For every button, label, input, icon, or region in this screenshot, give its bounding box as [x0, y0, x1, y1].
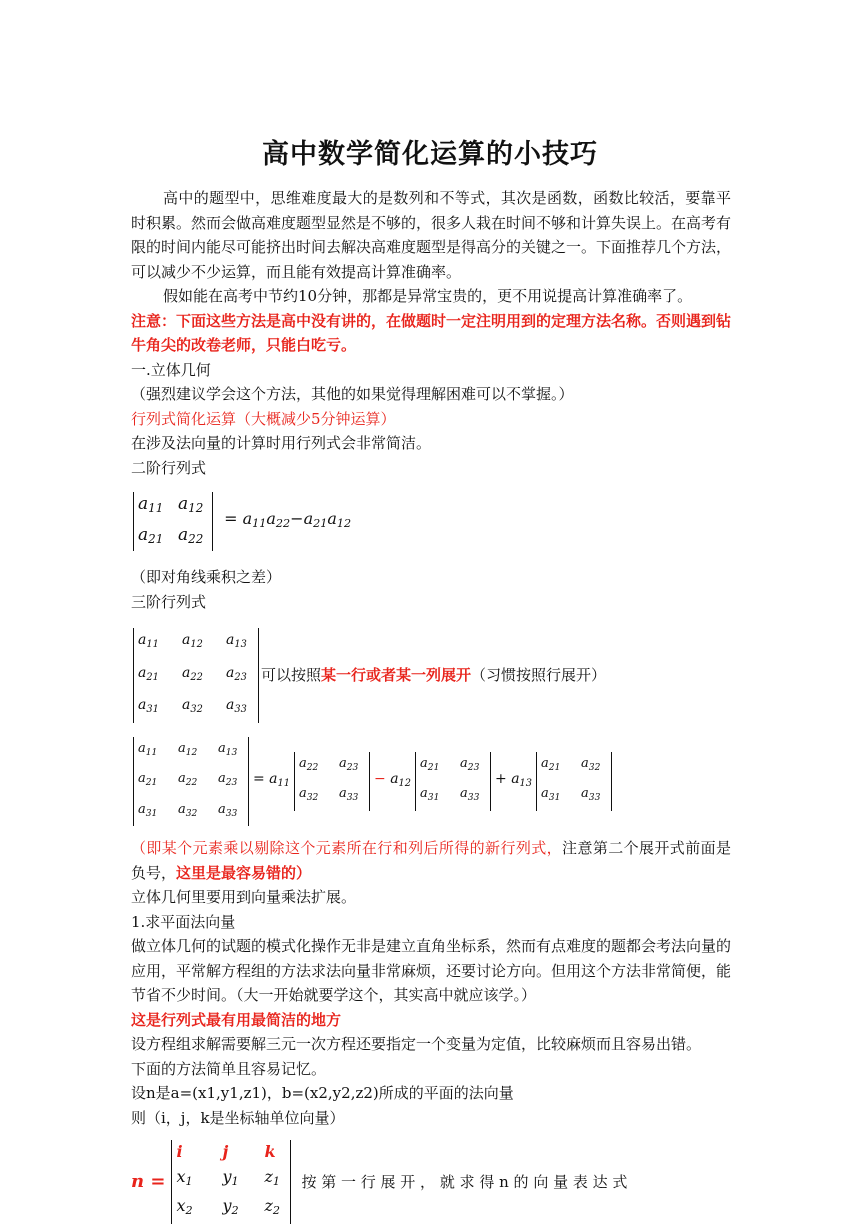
order3-heading: 三阶行列式: [131, 592, 207, 611]
eq-system-note: 设方程组求解需要解三元一次方程还要指定一个变量为定值，比较麻烦而且容易出错。: [131, 1035, 702, 1053]
key-point: 这是行列式最有用最简洁的地方: [131, 1010, 342, 1029]
warning-text: 注意：下面这些方法是高中没有讲的，在做题时一定注明用到的定理方法名称。否则遇到钻牛角尖的改卷老师，只能白吃亏。: [131, 311, 732, 354]
section-heading: 一.立体几何: [131, 360, 211, 379]
document-body: [131, 186, 731, 1224]
normal-vector-formula: [131, 1140, 731, 1224]
expand-note: [261, 663, 606, 688]
section-note: （强烈建议学会这个方法，其他的如果觉得理解困难可以不掌握。）: [131, 385, 574, 403]
expand-term3: + $a_{13}$: [495, 770, 533, 789]
subsection-text: 做立体几何的试题的模式化操作无非是建立直角坐标系，然而有点难度的题都会考法向量的应用，平常解方程组的方法求法向量非常麻烦，还要讨论方向。但用这个方法非常简便，能节省不少时间。（大一开始就要学这个，其实高中就应该学。）: [131, 937, 732, 1004]
minor-note-b: 注意第二个展开式前面是负号，: [131, 839, 731, 882]
minor-note-a: （即某个元素乘以剔除这个元素所在行和列后所得的新行列式，: [131, 839, 563, 857]
units-text: 则（i，j，k是坐标轴单位向量）: [131, 1108, 345, 1127]
setup-text: 设n是a=(x1,y1,z1)，b=(x2,y2,z2)所成的平面的法向量: [131, 1084, 514, 1102]
det-3x3-expand: $a_{11}$ $a_{12}$ $a_{13}$ $a_{21}$ $a_{22}$ $a_{23}$ $a_{31}$ $a_{32}$ $a_{33}$: [133, 737, 249, 827]
paragraph-time: 假如能在高考中节约10分钟，那都是异常宝贵的，更不用说提高计算准确率了。: [163, 287, 693, 305]
minor-13: $a_{21}$ $a_{32}$ $a_{31}$ $a_{33}$: [536, 752, 612, 811]
easy-note: 下面的方法简单且容易记忆。: [131, 1059, 327, 1078]
expand-term2: − $a_{12}$: [374, 770, 412, 789]
order2-heading: 二阶行列式: [131, 458, 207, 477]
expand-term1: = $a_{11}$: [253, 770, 290, 789]
paragraph-intro: 高中的题型中，思维难度最大的是数列和不等式，其次是函数，函数比较活，要靠平时积累。然而会做高难度题型显然是不够的，很多人栽在时间不够和计算失误上。在高考有限的时间内能尽可能挤出时间去解决高难度题型是得高分的关键之一。下面推荐几个方法，可以减少不少运算，而且能有效提高计算准确率。: [131, 189, 732, 281]
det-normal: i j k $x_1$ $y_1$ $z_1$ $x_2$ $y_2$ $z_2$: [171, 1140, 291, 1224]
formula-2x2: [133, 492, 731, 551]
det-intro: 在涉及法向量的计算时用行列式会非常简洁。: [131, 434, 432, 452]
vector-ext: 立体几何里要用到向量乘法扩展。: [131, 888, 357, 906]
det-title: 行列式简化运算（大概减少5分钟运算）: [131, 409, 396, 428]
subsection-heading: 1.求平面法向量: [131, 912, 236, 931]
final-text: 按 第 一 行 展 开 ， 就 求 得 n 的 向 量 表 达 式: [301, 1172, 628, 1191]
formula-expansion: [133, 737, 731, 827]
formula-3x3: [133, 628, 731, 723]
expand-note-c: （习惯按照行展开）: [471, 666, 607, 684]
expand-note-a: 可以按照: [261, 666, 322, 684]
minor-note-c: 这里是最容易错的）: [176, 863, 312, 882]
minor-11: $a_{22}$ $a_{23}$ $a_{32}$ $a_{33}$: [294, 752, 370, 811]
page-title: 高中数学简化运算的小技巧: [262, 139, 598, 170]
det-3x3: $a_{11}$ $a_{12}$ $a_{13}$ $a_{21}$ $a_{22}$ $a_{23}$ $a_{31}$ $a_{32}$ $a_{33}$: [133, 628, 259, 723]
formula-2x2-rhs: = $a_{11}a_{22}-a_{21}a_{12}$: [219, 508, 352, 530]
expand-note-b: 某一行或者某一列展开: [321, 666, 472, 684]
n-equals: n =: [131, 1170, 166, 1192]
minor-note: [131, 836, 731, 885]
det-2x2: $a_{11}$ $a_{12}$ $a_{21}$ $a_{22}$: [133, 492, 213, 551]
order2-note: （即对角线乘积之差）: [131, 568, 282, 586]
minor-12: $a_{21}$ $a_{23}$ $a_{31}$ $a_{33}$: [415, 752, 491, 811]
